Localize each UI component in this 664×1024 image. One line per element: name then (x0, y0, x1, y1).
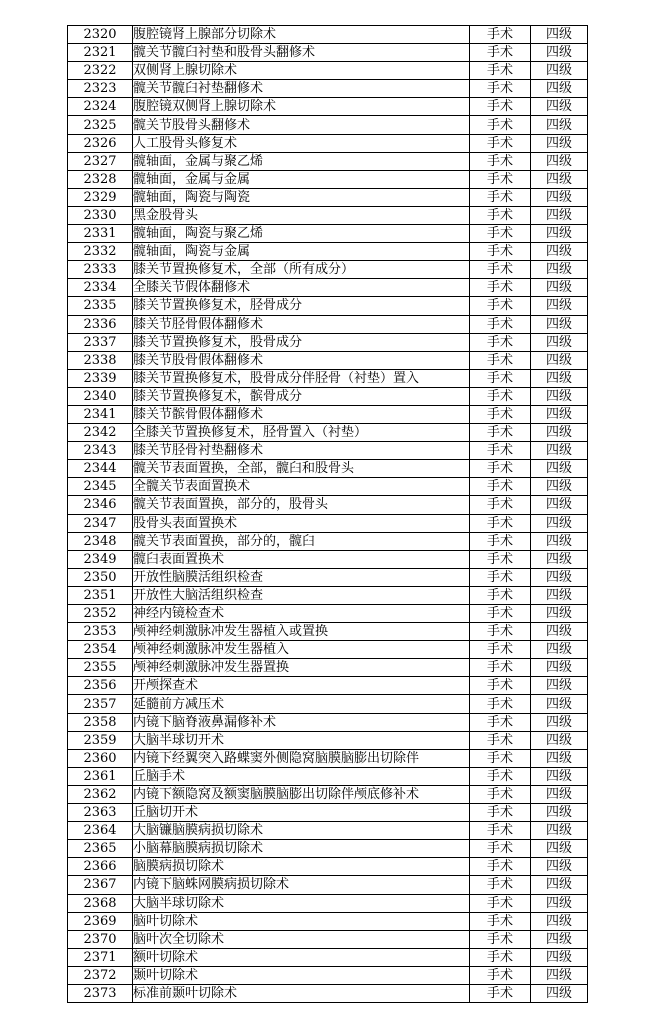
row-id-cell: 2356 (68, 677, 133, 695)
procedure-level-cell: 四级 (531, 206, 588, 224)
procedure-name-cell: 膝关节置换修复术，髌骨成分 (133, 387, 470, 405)
procedure-level-cell: 四级 (531, 822, 588, 840)
procedure-type-cell: 手术 (470, 315, 531, 333)
table-row (68, 297, 588, 315)
procedure-level-cell: 四级 (531, 188, 588, 206)
procedure-name-cell: 全髋关节表面置换术 (133, 478, 470, 496)
procedure-type-cell: 手术 (470, 804, 531, 822)
table-row (68, 188, 588, 206)
table-row (68, 641, 588, 659)
table-row (68, 44, 588, 62)
table-row (68, 243, 588, 261)
procedure-type-cell: 手术 (470, 134, 531, 152)
row-id-cell: 2352 (68, 605, 133, 623)
procedure-level-cell: 四级 (531, 677, 588, 695)
table-row (68, 424, 588, 442)
procedure-name-cell: 颅神经刺激脉冲发生器置换 (133, 659, 470, 677)
row-id-cell: 2337 (68, 333, 133, 351)
procedure-type-cell: 手术 (470, 116, 531, 134)
row-id-cell: 2353 (68, 623, 133, 641)
procedure-level-cell: 四级 (531, 767, 588, 785)
procedure-type-cell: 手术 (470, 387, 531, 405)
row-id-cell: 2326 (68, 134, 133, 152)
procedure-type-cell: 手术 (470, 460, 531, 478)
row-id-cell: 2345 (68, 478, 133, 496)
procedure-level-cell: 四级 (531, 116, 588, 134)
procedure-type-cell: 手术 (470, 333, 531, 351)
table-row (68, 586, 588, 604)
table-row (68, 966, 588, 984)
procedure-type-cell: 手术 (470, 514, 531, 532)
procedure-name-cell: 膝关节置换修复术，全部（所有成分） (133, 261, 470, 279)
table-row (68, 315, 588, 333)
procedure-type-cell: 手术 (470, 677, 531, 695)
row-id-cell: 2340 (68, 387, 133, 405)
procedure-name-cell: 膝关节置换修复术，胫骨成分 (133, 297, 470, 315)
procedure-level-cell: 四级 (531, 243, 588, 261)
table-row (68, 152, 588, 170)
procedure-name-cell: 开放性脑膜活组织检查 (133, 568, 470, 586)
procedure-level-cell: 四级 (531, 966, 588, 984)
row-id-cell: 2360 (68, 749, 133, 767)
procedure-name-cell: 髋关节髋臼衬垫翻修术 (133, 80, 470, 98)
row-id-cell: 2348 (68, 532, 133, 550)
table-row (68, 713, 588, 731)
procedure-type-cell: 手术 (470, 858, 531, 876)
procedure-name-cell: 膝关节胫骨衬垫翻修术 (133, 442, 470, 460)
procedure-type-cell: 手术 (470, 206, 531, 224)
procedure-name-cell: 内镜下脑脊液鼻漏修补术 (133, 713, 470, 731)
procedure-level-cell: 四级 (531, 478, 588, 496)
procedure-name-cell: 髋关节表面置换，部分的，髋臼 (133, 532, 470, 550)
table-row (68, 206, 588, 224)
procedure-name-cell: 髋轴面，金属与聚乙烯 (133, 152, 470, 170)
procedure-type-cell: 手术 (470, 912, 531, 930)
procedure-type-cell: 手术 (470, 876, 531, 894)
procedure-type-cell: 手术 (470, 442, 531, 460)
procedure-name-cell: 髋轴面，陶瓷与金属 (133, 243, 470, 261)
procedure-level-cell: 四级 (531, 62, 588, 80)
table-row (68, 460, 588, 478)
row-id-cell: 2344 (68, 460, 133, 478)
procedure-level-cell: 四级 (531, 26, 588, 44)
procedure-level-cell: 四级 (531, 369, 588, 387)
procedure-level-cell: 四级 (531, 641, 588, 659)
procedure-name-cell: 髋轴面，金属与金属 (133, 170, 470, 188)
row-id-cell: 2347 (68, 514, 133, 532)
procedure-level-cell: 四级 (531, 605, 588, 623)
procedure-type-cell: 手术 (470, 966, 531, 984)
procedure-table-body (68, 26, 588, 1003)
row-id-cell: 2371 (68, 948, 133, 966)
table-row (68, 351, 588, 369)
procedure-type-cell: 手术 (470, 767, 531, 785)
procedure-name-cell: 膝关节置换修复术，股骨成分 (133, 333, 470, 351)
table-row (68, 514, 588, 532)
row-id-cell: 2359 (68, 731, 133, 749)
procedure-type-cell: 手术 (470, 80, 531, 98)
procedure-level-cell: 四级 (531, 623, 588, 641)
row-id-cell: 2335 (68, 297, 133, 315)
procedure-level-cell: 四级 (531, 424, 588, 442)
row-id-cell: 2333 (68, 261, 133, 279)
table-row (68, 984, 588, 1002)
procedure-type-cell: 手术 (470, 840, 531, 858)
procedure-level-cell: 四级 (531, 351, 588, 369)
procedure-level-cell: 四级 (531, 858, 588, 876)
procedure-table (67, 25, 588, 1003)
row-id-cell: 2330 (68, 206, 133, 224)
table-row (68, 261, 588, 279)
table-row (68, 532, 588, 550)
table-row (68, 62, 588, 80)
row-id-cell: 2363 (68, 804, 133, 822)
table-row (68, 116, 588, 134)
procedure-type-cell: 手术 (470, 623, 531, 641)
row-id-cell: 2350 (68, 568, 133, 586)
procedure-name-cell: 大脑半球切除术 (133, 894, 470, 912)
procedure-type-cell: 手术 (470, 225, 531, 243)
row-id-cell: 2354 (68, 641, 133, 659)
procedure-type-cell: 手术 (470, 641, 531, 659)
row-id-cell: 2364 (68, 822, 133, 840)
procedure-type-cell: 手术 (470, 822, 531, 840)
table-row (68, 731, 588, 749)
procedure-type-cell: 手术 (470, 170, 531, 188)
procedure-name-cell: 腹腔镜双侧肾上腺切除术 (133, 98, 470, 116)
procedure-type-cell: 手术 (470, 351, 531, 369)
procedure-level-cell: 四级 (531, 912, 588, 930)
procedure-type-cell: 手术 (470, 62, 531, 80)
procedure-level-cell: 四级 (531, 442, 588, 460)
procedure-level-cell: 四级 (531, 405, 588, 423)
row-id-cell: 2355 (68, 659, 133, 677)
procedure-name-cell: 丘脑切开术 (133, 804, 470, 822)
row-id-cell: 2346 (68, 496, 133, 514)
procedure-level-cell: 四级 (531, 695, 588, 713)
procedure-level-cell: 四级 (531, 930, 588, 948)
row-id-cell: 2366 (68, 858, 133, 876)
row-id-cell: 2349 (68, 550, 133, 568)
procedure-level-cell: 四级 (531, 152, 588, 170)
table-row (68, 623, 588, 641)
procedure-level-cell: 四级 (531, 279, 588, 297)
table-row (68, 369, 588, 387)
procedure-type-cell: 手术 (470, 894, 531, 912)
row-id-cell: 2327 (68, 152, 133, 170)
procedure-type-cell: 手术 (470, 496, 531, 514)
table-row (68, 26, 588, 44)
procedure-name-cell: 大脑半球切开术 (133, 731, 470, 749)
row-id-cell: 2322 (68, 62, 133, 80)
procedure-level-cell: 四级 (531, 225, 588, 243)
table-row (68, 804, 588, 822)
table-row (68, 170, 588, 188)
row-id-cell: 2329 (68, 188, 133, 206)
procedure-level-cell: 四级 (531, 840, 588, 858)
table-row (68, 405, 588, 423)
procedure-name-cell: 颞叶切除术 (133, 966, 470, 984)
procedure-name-cell: 额叶切除术 (133, 948, 470, 966)
procedure-level-cell: 四级 (531, 550, 588, 568)
procedure-type-cell: 手术 (470, 478, 531, 496)
row-id-cell: 2351 (68, 586, 133, 604)
row-id-cell: 2367 (68, 876, 133, 894)
row-id-cell: 2331 (68, 225, 133, 243)
row-id-cell: 2323 (68, 80, 133, 98)
row-id-cell: 2321 (68, 44, 133, 62)
procedure-name-cell: 髋臼表面置换术 (133, 550, 470, 568)
row-id-cell: 2341 (68, 405, 133, 423)
procedure-type-cell: 手术 (470, 605, 531, 623)
procedure-level-cell: 四级 (531, 532, 588, 550)
procedure-type-cell: 手术 (470, 98, 531, 116)
procedure-type-cell: 手术 (470, 550, 531, 568)
procedure-type-cell: 手术 (470, 586, 531, 604)
procedure-name-cell: 黑金股骨头 (133, 206, 470, 224)
procedure-type-cell: 手术 (470, 984, 531, 1002)
table-row (68, 840, 588, 858)
row-id-cell: 2339 (68, 369, 133, 387)
procedure-type-cell: 手术 (470, 948, 531, 966)
procedure-name-cell: 膝关节髌骨假体翻修术 (133, 405, 470, 423)
row-id-cell: 2362 (68, 785, 133, 803)
table-row (68, 894, 588, 912)
table-row (68, 749, 588, 767)
table-row (68, 767, 588, 785)
procedure-type-cell: 手术 (470, 713, 531, 731)
procedure-type-cell: 手术 (470, 532, 531, 550)
row-id-cell: 2365 (68, 840, 133, 858)
procedure-name-cell: 髋轴面，陶瓷与聚乙烯 (133, 225, 470, 243)
procedure-name-cell: 脑叶次全切除术 (133, 930, 470, 948)
procedure-level-cell: 四级 (531, 659, 588, 677)
table-row (68, 496, 588, 514)
procedure-name-cell: 神经内镜检查术 (133, 605, 470, 623)
row-id-cell: 2338 (68, 351, 133, 369)
procedure-name-cell: 髋关节髋臼衬垫和股骨头翻修术 (133, 44, 470, 62)
procedure-name-cell: 脑叶切除术 (133, 912, 470, 930)
table-row (68, 442, 588, 460)
procedure-name-cell: 丘脑手术 (133, 767, 470, 785)
procedure-level-cell: 四级 (531, 261, 588, 279)
row-id-cell: 2325 (68, 116, 133, 134)
procedure-level-cell: 四级 (531, 297, 588, 315)
procedure-type-cell: 手术 (470, 369, 531, 387)
procedure-type-cell: 手术 (470, 44, 531, 62)
procedure-level-cell: 四级 (531, 785, 588, 803)
table-row (68, 387, 588, 405)
procedure-level-cell: 四级 (531, 586, 588, 604)
procedure-type-cell: 手术 (470, 26, 531, 44)
table-row (68, 568, 588, 586)
procedure-level-cell: 四级 (531, 460, 588, 478)
row-id-cell: 2357 (68, 695, 133, 713)
row-id-cell: 2334 (68, 279, 133, 297)
procedure-name-cell: 腹腔镜肾上腺部分切除术 (133, 26, 470, 44)
procedure-level-cell: 四级 (531, 876, 588, 894)
procedure-level-cell: 四级 (531, 134, 588, 152)
procedure-name-cell: 人工股骨头修复术 (133, 134, 470, 152)
row-id-cell: 2370 (68, 930, 133, 948)
procedure-level-cell: 四级 (531, 170, 588, 188)
procedure-level-cell: 四级 (531, 315, 588, 333)
procedure-name-cell: 开颅探查术 (133, 677, 470, 695)
row-id-cell: 2368 (68, 894, 133, 912)
row-id-cell: 2361 (68, 767, 133, 785)
procedure-name-cell: 内镜下经翼突入路蝶窦外侧隐窝脑膜脑膨出切除伴 (133, 749, 470, 767)
procedure-level-cell: 四级 (531, 804, 588, 822)
table-row (68, 98, 588, 116)
procedure-level-cell: 四级 (531, 894, 588, 912)
procedure-level-cell: 四级 (531, 496, 588, 514)
procedure-type-cell: 手术 (470, 297, 531, 315)
procedure-level-cell: 四级 (531, 749, 588, 767)
procedure-level-cell: 四级 (531, 984, 588, 1002)
procedure-name-cell: 脑膜病损切除术 (133, 858, 470, 876)
table-row (68, 785, 588, 803)
procedure-name-cell: 膝关节胫骨假体翻修术 (133, 315, 470, 333)
procedure-name-cell: 颅神经刺激脉冲发生器植入 (133, 641, 470, 659)
table-row (68, 930, 588, 948)
procedure-name-cell: 双侧肾上腺切除术 (133, 62, 470, 80)
procedure-name-cell: 全膝关节置换修复术，胫骨置入（衬垫） (133, 424, 470, 442)
procedure-name-cell: 髋关节表面置换，全部，髋臼和股骨头 (133, 460, 470, 478)
procedure-type-cell: 手术 (470, 188, 531, 206)
row-id-cell: 2336 (68, 315, 133, 333)
procedure-type-cell: 手术 (470, 749, 531, 767)
procedure-type-cell: 手术 (470, 424, 531, 442)
table-row (68, 677, 588, 695)
procedure-level-cell: 四级 (531, 948, 588, 966)
procedure-level-cell: 四级 (531, 98, 588, 116)
procedure-type-cell: 手术 (470, 785, 531, 803)
row-id-cell: 2320 (68, 26, 133, 44)
procedure-type-cell: 手术 (470, 695, 531, 713)
procedure-name-cell: 髋关节股骨头翻修术 (133, 116, 470, 134)
row-id-cell: 2332 (68, 243, 133, 261)
table-row (68, 876, 588, 894)
procedure-level-cell: 四级 (531, 333, 588, 351)
procedure-type-cell: 手术 (470, 261, 531, 279)
table-row (68, 134, 588, 152)
table-row (68, 279, 588, 297)
procedure-level-cell: 四级 (531, 387, 588, 405)
row-id-cell: 2372 (68, 966, 133, 984)
procedure-name-cell: 膝关节股骨假体翻修术 (133, 351, 470, 369)
procedure-name-cell: 标准前颞叶切除术 (133, 984, 470, 1002)
procedure-level-cell: 四级 (531, 713, 588, 731)
procedure-name-cell: 全膝关节假体翻修术 (133, 279, 470, 297)
procedure-type-cell: 手术 (470, 279, 531, 297)
table-row (68, 478, 588, 496)
procedure-type-cell: 手术 (470, 659, 531, 677)
table-row (68, 659, 588, 677)
table-row (68, 695, 588, 713)
procedure-type-cell: 手术 (470, 930, 531, 948)
procedure-name-cell: 小脑幕脑膜病损切除术 (133, 840, 470, 858)
table-row (68, 333, 588, 351)
table-row (68, 225, 588, 243)
table-row (68, 858, 588, 876)
table-row (68, 550, 588, 568)
procedure-name-cell: 内镜下额隐窝及额窦脑膜脑膨出切除伴颅底修补术 (133, 785, 470, 803)
table-row (68, 912, 588, 930)
table-row (68, 822, 588, 840)
row-id-cell: 2358 (68, 713, 133, 731)
procedure-name-cell: 大脑镰脑膜病损切除术 (133, 822, 470, 840)
row-id-cell: 2324 (68, 98, 133, 116)
procedure-name-cell: 颅神经刺激脉冲发生器植入或置换 (133, 623, 470, 641)
procedure-name-cell: 髋关节表面置换，部分的，股骨头 (133, 496, 470, 514)
procedure-name-cell: 开放性大脑活组织检查 (133, 586, 470, 604)
procedure-type-cell: 手术 (470, 405, 531, 423)
procedure-name-cell: 延髓前方减压术 (133, 695, 470, 713)
row-id-cell: 2343 (68, 442, 133, 460)
procedure-level-cell: 四级 (531, 731, 588, 749)
procedure-level-cell: 四级 (531, 568, 588, 586)
procedure-name-cell: 膝关节置换修复术，股骨成分伴胫骨（衬垫）置入 (133, 369, 470, 387)
row-id-cell: 2369 (68, 912, 133, 930)
procedure-level-cell: 四级 (531, 80, 588, 98)
table-row (68, 948, 588, 966)
procedure-type-cell: 手术 (470, 731, 531, 749)
row-id-cell: 2342 (68, 424, 133, 442)
table-row (68, 605, 588, 623)
procedure-type-cell: 手术 (470, 243, 531, 261)
procedure-level-cell: 四级 (531, 514, 588, 532)
procedure-type-cell: 手术 (470, 568, 531, 586)
procedure-name-cell: 股骨头表面置换术 (133, 514, 470, 532)
procedure-name-cell: 内镜下脑蛛网膜病损切除术 (133, 876, 470, 894)
procedure-type-cell: 手术 (470, 152, 531, 170)
procedure-level-cell: 四级 (531, 44, 588, 62)
row-id-cell: 2373 (68, 984, 133, 1002)
row-id-cell: 2328 (68, 170, 133, 188)
procedure-name-cell: 髋轴面，陶瓷与陶瓷 (133, 188, 470, 206)
table-row (68, 80, 588, 98)
